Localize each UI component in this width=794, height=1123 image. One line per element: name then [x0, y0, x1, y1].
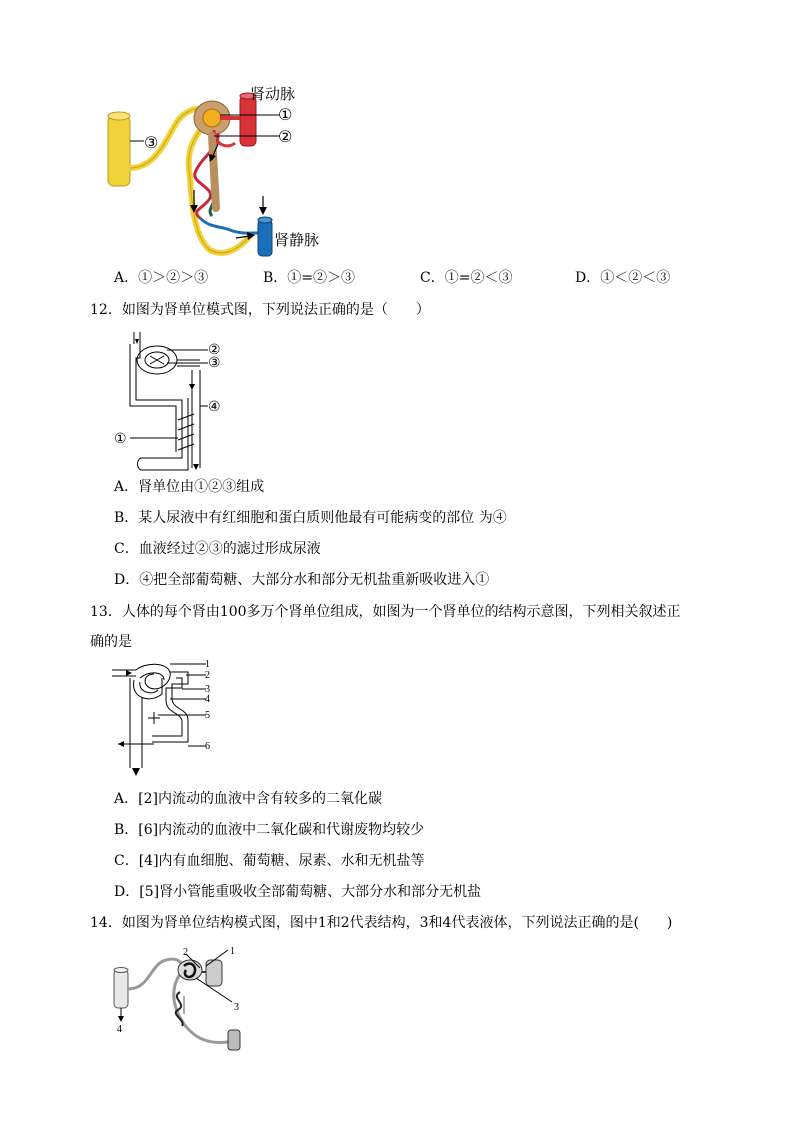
q13-option-d[interactable]	[114, 885, 481, 899]
option-letter: C．	[114, 541, 139, 557]
q12-marker-3: ③	[208, 355, 221, 371]
q11-option-d[interactable]	[575, 271, 670, 285]
question-text: 如图为肾单位模式图，下列说法正确的是（ ）	[121, 302, 430, 318]
q13-stem-line1	[90, 605, 681, 619]
q12-stem	[90, 303, 430, 317]
option-letter: D．	[114, 572, 140, 588]
q12-option-c[interactable]	[114, 542, 321, 556]
q13-option-b[interactable]	[114, 823, 424, 837]
option-text: [4]内有血细胞、葡萄糖、尿素、水和无机盐等	[138, 853, 425, 869]
option-text: [6]内流动的血液中二氧化碳和代谢废物均较少	[138, 822, 425, 838]
q11-marker-3: ③	[144, 133, 159, 152]
question-number: 13．	[90, 604, 122, 620]
q12-marker-1: ①	[114, 431, 127, 447]
renal-vein-label: 肾静脉	[274, 231, 320, 249]
option-text: 某人尿液中有红细胞和蛋白质则他最有可能病变的部位 为④	[138, 510, 507, 526]
q11-option-c[interactable]	[420, 271, 512, 285]
question-number: 14．	[90, 915, 122, 931]
q13-label-5: 5	[205, 710, 210, 721]
option-letter: A．	[114, 270, 139, 286]
question-number: 12．	[90, 302, 122, 318]
option-letter: C．	[114, 853, 139, 869]
option-letter: D．	[114, 884, 140, 900]
question-text: 人体的每个肾由100多万个肾单位组成，如图为一个肾单位的结构示意图，下列相关叙述正	[121, 604, 681, 620]
option-letter: C．	[420, 270, 445, 286]
option-text: 血液经过②③的滤过形成尿液	[138, 541, 321, 557]
option-text: [5]肾小管能重吸收全部葡萄糖、大部分水和部分无机盐	[139, 884, 482, 900]
option-letter: A．	[114, 791, 139, 807]
q14-label-2: 2	[183, 947, 188, 958]
q13-nephron-diagram	[110, 658, 220, 780]
q13-label-1: 1	[205, 659, 210, 670]
q12-figure	[112, 330, 242, 472]
question-text: 如图为肾单位结构模式图，图中1和2代表结构，3和4代表液体，下列说法正确的是( )	[121, 915, 673, 931]
q12-option-a[interactable]	[114, 480, 264, 494]
option-letter: B．	[263, 270, 288, 286]
q14-nephron-diagram	[110, 944, 250, 1054]
q11-option-a[interactable]	[114, 271, 208, 285]
q12-nephron-diagram	[112, 330, 242, 472]
q13-stem-line2: 确的是	[90, 634, 132, 650]
q12-option-d[interactable]	[114, 573, 489, 587]
option-text: [2]内流动的血液中含有较多的二氧化碳	[138, 791, 382, 807]
q12-option-b[interactable]	[114, 511, 507, 525]
q12-marker-2: ②	[208, 342, 221, 358]
option-letter: B．	[114, 822, 139, 838]
q14-stem	[90, 916, 672, 930]
q13-label-4: 4	[205, 694, 210, 705]
option-letter: A．	[114, 479, 139, 495]
option-text: ①=②＜③	[444, 270, 513, 286]
q11-marker-2: ②	[278, 127, 293, 146]
option-text: 肾单位由①②③组成	[138, 479, 265, 495]
option-text: ①＜②＜③	[600, 270, 671, 286]
q14-label-1: 1	[230, 946, 235, 957]
q13-figure	[110, 658, 220, 780]
q14-figure	[110, 944, 250, 1054]
q14-label-3: 3	[234, 1002, 239, 1013]
option-text: ①＞②＞③	[138, 270, 209, 286]
q13-label-6: 6	[205, 741, 210, 752]
option-letter: B．	[114, 510, 139, 526]
q13-label-3: 3	[205, 684, 210, 695]
q13-option-a[interactable]	[114, 792, 382, 806]
q13-label-2: 2	[205, 670, 210, 681]
q11-option-b[interactable]	[263, 271, 355, 285]
option-letter: D．	[575, 270, 601, 286]
renal-artery-label: 肾动脉	[250, 85, 296, 103]
option-text: ④把全部葡萄糖、大部分水和部分无机盐重新吸收进入①	[139, 572, 490, 588]
q12-marker-4: ④	[208, 399, 221, 415]
q13-option-c[interactable]	[114, 854, 425, 868]
q14-label-4: 4	[117, 1024, 122, 1035]
q11-marker-1: ①	[278, 105, 293, 124]
option-text: ①=②＞③	[287, 270, 356, 286]
